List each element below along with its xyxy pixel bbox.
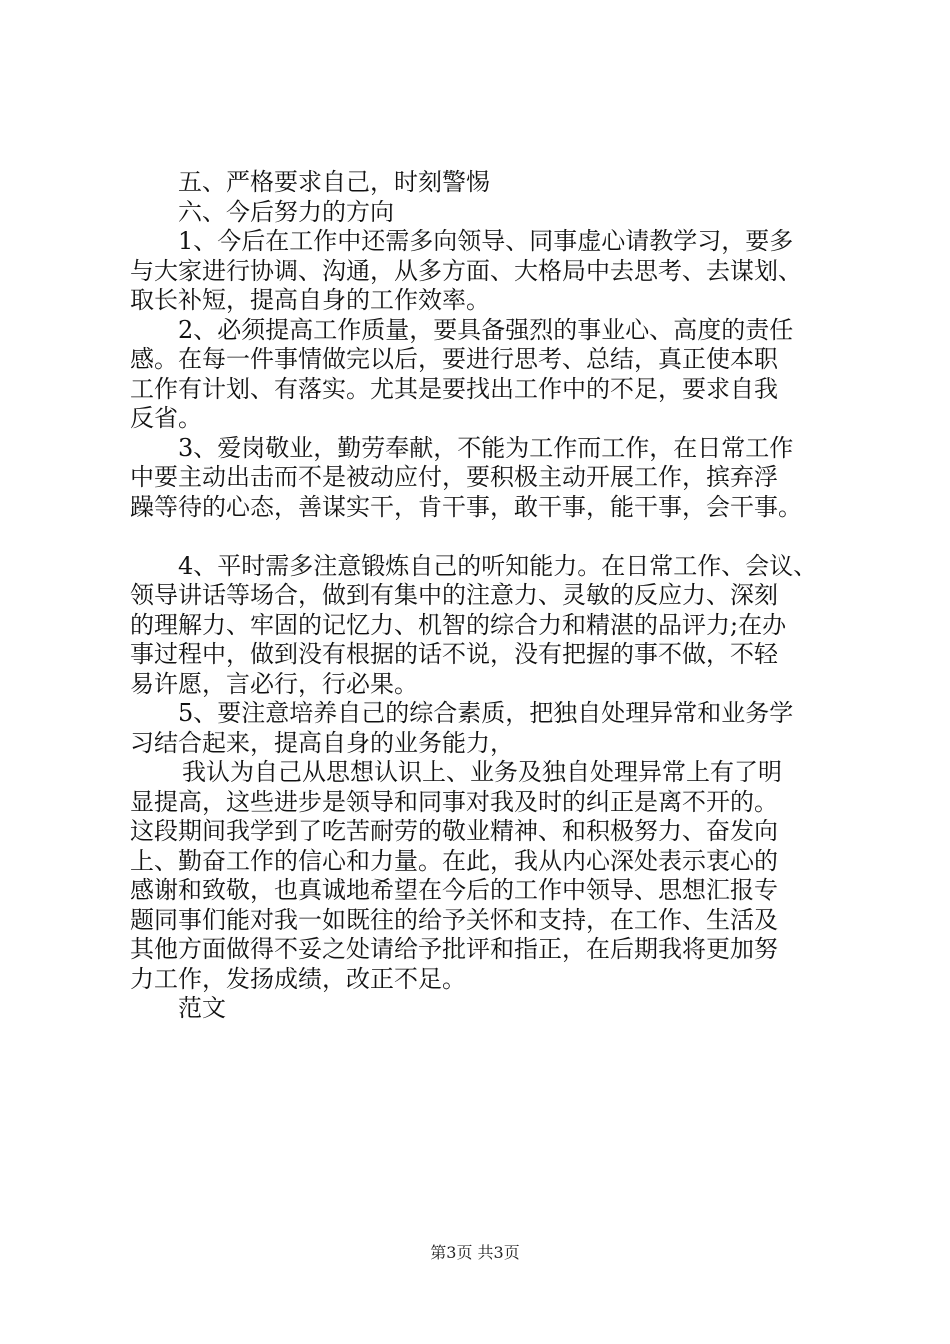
paragraph-line: 显提高，这些进步是领导和同事对我及时的纠正是离不开的。 <box>130 787 778 816</box>
section-heading: 六、今后努力的方向 <box>178 197 394 226</box>
paragraph-line: 2、必须提高工作质量，要具备强烈的事业心、高度的责任 <box>178 315 794 344</box>
paragraph-line: 1、今后在工作中还需多向领导、同事虚心请教学习，要多 <box>178 227 794 255</box>
paragraph-line: 5、要注意培养自己的综合素质，把独自处理异常和业务学 <box>178 699 794 727</box>
paragraph-line: 4、平时需多注意锻炼自己的听知能力。在日常工作、会议、 <box>178 551 818 580</box>
paragraph-line: 中要主动出击而不是被动应付，要积极主动开展工作，摈弃浮 <box>130 463 778 491</box>
blank-line <box>130 522 858 552</box>
paragraph-line: 易许愿，言必行，行必果。 <box>130 669 418 698</box>
page-number-footer: 第3页 共3页 <box>430 1243 520 1262</box>
paragraph-line: 3、爱岗敬业，勤劳奉献，不能为工作而工作，在日常工作 <box>178 433 794 462</box>
paragraph-line: 的理解力、牢固的记忆力、机智的综合力和精湛的品评力;在办 <box>130 610 787 639</box>
paragraph-line: 取长补短，提高自身的工作效率。 <box>130 286 490 314</box>
paragraph-line: 其他方面做得不妥之处请给予批评和指正，在后期我将更加努 <box>130 935 778 963</box>
paragraph-line: 力工作，发扬成绩，改正不足。 <box>130 964 466 993</box>
paragraph-line: 与大家进行协调、沟通，从多方面、大格局中去思考、去谋划、 <box>130 256 802 285</box>
paragraph-line: 工作有计划、有落实。尤其是要找出工作中的不足，要求自我 <box>130 374 778 403</box>
paragraph-line: 题同事们能对我一如既往的给予关怀和支持，在工作、生活及 <box>130 905 778 934</box>
section-heading: 五、严格要求自己，时刻警惕 <box>178 168 490 196</box>
paragraph-line: 事过程中，做到没有根据的话不说，没有把握的事不做，不轻 <box>130 640 778 668</box>
closing-label: 范文 <box>178 994 226 1022</box>
paragraph-line: 领导讲话等场合，做到有集中的注意力、灵敏的反应力、深刻 <box>130 581 778 609</box>
paragraph-line: 躁等待的心态，善谋实干，肯干事，敢干事，能干事，会干事。 <box>130 492 802 521</box>
paragraph-line: 感。在每一件事情做完以后，要进行思考、总结，真正使本职 <box>130 345 778 373</box>
paragraph-line: 习结合起来，提高自身的业务能力， <box>130 728 514 757</box>
paragraph-line: 我认为自己从思想认识上、业务及独自处理异常上有了明 <box>182 758 782 786</box>
paragraph-line: 这段期间我学到了吃苦耐劳的敬业精神、和积极努力、奋发向 <box>130 817 778 845</box>
paragraph-line: 反省。 <box>130 404 202 432</box>
paragraph-line: 上、勤奋工作的信心和力量。在此，我从内心深处表示衷心的 <box>130 846 778 875</box>
paragraph-line: 感谢和致敬，也真诚地希望在今后的工作中领导、思想汇报专 <box>130 876 778 904</box>
document-body <box>130 168 858 1024</box>
